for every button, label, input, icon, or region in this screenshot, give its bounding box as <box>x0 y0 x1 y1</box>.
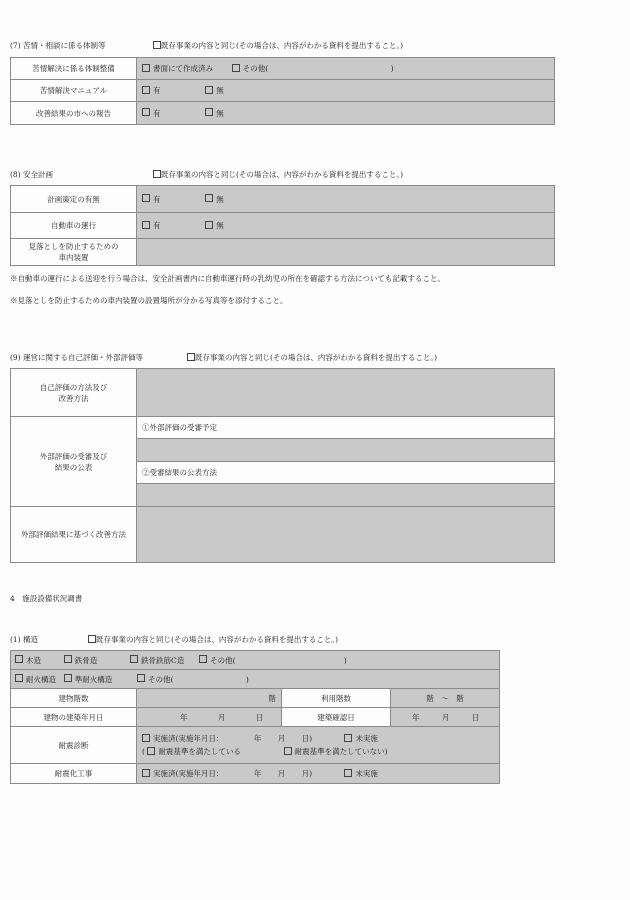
row-label: 苦情解決に係る体制整備 <box>11 58 137 80</box>
checkbox[interactable] <box>205 86 213 94</box>
table-row <box>11 727 500 764</box>
checkbox[interactable] <box>153 170 161 178</box>
checkbox[interactable] <box>137 674 145 682</box>
section-4-1-same-as-existing[interactable]: 既存事業の内容と同じ(その場合は、内容がわかる資料を提出すること。) <box>88 634 338 645</box>
row-label: 耐震診断 <box>11 727 137 764</box>
checkbox[interactable] <box>199 655 207 663</box>
table-row <box>11 764 500 784</box>
checkbox[interactable] <box>344 734 352 742</box>
table-row <box>11 507 555 563</box>
checkbox[interactable] <box>142 194 150 202</box>
table-row <box>11 186 555 213</box>
table-row <box>11 58 555 80</box>
sub-label-publication-method: ②受審結果の公表方法 <box>137 462 555 484</box>
checkbox[interactable] <box>205 108 213 116</box>
checkbox[interactable] <box>15 674 23 682</box>
section-7-same-as-existing[interactable]: 既存事業の内容と同じ(その場合は、内容がわかる資料を提出すること。) <box>153 40 403 51</box>
row-label: 見落としを防止するための 車内装置 <box>11 239 137 266</box>
table-row <box>11 708 500 727</box>
checkbox[interactable] <box>142 221 150 229</box>
section-9-same-as-existing[interactable]: 既存事業の内容と同じ(その場合は、内容がわかる資料を提出すること。) <box>187 352 437 363</box>
checkbox[interactable] <box>15 655 23 663</box>
section-4-1-title: (1) 構造 <box>10 635 39 644</box>
row-label: 建物階数 <box>11 689 137 708</box>
row-options: 有 無 <box>137 80 555 102</box>
row-label: 建築確認日 <box>282 708 391 727</box>
table-row <box>11 239 555 266</box>
checkbox[interactable] <box>187 353 195 361</box>
row-label: 自己評価の方法及び 改善方法 <box>11 369 137 417</box>
seismic-diagnosis-options: 実施済(実施年月日： 年 月 日) 未実施 ( 耐震基準を満たしている 耐震基準を満たしていない) <box>137 727 500 764</box>
section-8-same-as-existing[interactable]: 既存事業の内容と同じ(その場合は、内容がわかる資料を提出すること。) <box>153 169 403 180</box>
checkbox[interactable] <box>64 674 72 682</box>
building-floors-input[interactable]: 階 <box>137 689 282 708</box>
use-floors-input[interactable]: 階 ～ 階 <box>391 689 500 708</box>
section-9-title: (9) 運営に関する自己評価・外部評価等 <box>10 353 144 362</box>
table-row <box>11 417 555 439</box>
checkbox[interactable] <box>142 769 150 777</box>
section-4-title: 4 施設設備状況調書 <box>10 594 83 603</box>
row-label: 利用階数 <box>282 689 391 708</box>
note-vehicle-operation: ※自動車の運行による送迎を行う場合は、安全計画書内に自動車運行時の乳幼児の所在を確認する方法についても記載すること。 <box>10 274 445 283</box>
row-label: 建物の建築年月日 <box>11 708 137 727</box>
fireproof-options: 耐火構造 準耐火構造 その他( ) <box>11 670 500 689</box>
table-row <box>11 80 555 102</box>
section-8-title: (8) 安全計画 <box>10 170 54 179</box>
checkbox[interactable] <box>284 747 292 755</box>
checkbox[interactable] <box>142 86 150 94</box>
table-row <box>11 670 500 689</box>
checkbox[interactable] <box>142 108 150 116</box>
row-label: 改善結果の市への報告 <box>11 102 137 125</box>
table-row <box>11 651 500 670</box>
row-label: 外部評価の受審及び 結果の公表 <box>11 417 137 507</box>
checkbox[interactable] <box>205 221 213 229</box>
improvement-method-input[interactable] <box>137 507 555 563</box>
sub-label-review-plan: ①外部評価の受審予定 <box>137 417 555 439</box>
structure-type-options: 木造 鉄骨造 鉄骨鉄筋C造 その他( ) <box>11 651 500 670</box>
checkbox[interactable] <box>232 64 240 72</box>
complaint-system-table <box>10 57 555 125</box>
row-label: 耐震化工事 <box>11 764 137 784</box>
checkbox[interactable] <box>205 194 213 202</box>
self-evaluation-input[interactable] <box>137 369 555 417</box>
row-label: 外部評価結果に基づく改善方法 <box>11 507 137 563</box>
checkbox[interactable] <box>344 769 352 777</box>
in-vehicle-device-input[interactable] <box>137 239 555 266</box>
review-plan-input[interactable] <box>137 439 555 462</box>
row-label: 自動車の運行 <box>11 213 137 239</box>
checkbox[interactable] <box>88 635 96 643</box>
retrofit-options: 実施済(実施年月日： 年 月 月) 未実施 <box>137 764 500 784</box>
row-options: 有 無 <box>137 102 555 125</box>
checkbox[interactable] <box>147 747 155 755</box>
built-date-input[interactable]: 年 月 日 <box>137 708 282 727</box>
row-options: 書面にて作成済み その他( ) <box>137 58 555 80</box>
checkbox[interactable] <box>130 655 138 663</box>
table-row <box>11 369 555 417</box>
row-options: 有 無 <box>137 213 555 239</box>
note-device-photo: ※見落としを防止するための車内装置の設置場所が分かる写真等を添付すること。 <box>10 296 288 305</box>
table-row <box>11 102 555 125</box>
section-7-title: (7) 苦情・相談に係る体制等 <box>10 41 106 50</box>
safety-plan-table <box>10 185 555 266</box>
checkbox[interactable] <box>64 655 72 663</box>
publication-method-input[interactable] <box>137 484 555 507</box>
table-row <box>11 689 500 708</box>
evaluation-table <box>10 368 555 563</box>
row-label: 計画策定の有無 <box>11 186 137 213</box>
checkbox[interactable] <box>142 734 150 742</box>
checkbox[interactable] <box>142 64 150 72</box>
row-options: 有 無 <box>137 186 555 213</box>
row-label: 苦情解決マニュアル <box>11 80 137 102</box>
checkbox[interactable] <box>153 41 161 49</box>
table-row <box>11 213 555 239</box>
confirm-date-input[interactable]: 年 月 日 <box>391 708 500 727</box>
structure-table <box>10 650 500 784</box>
